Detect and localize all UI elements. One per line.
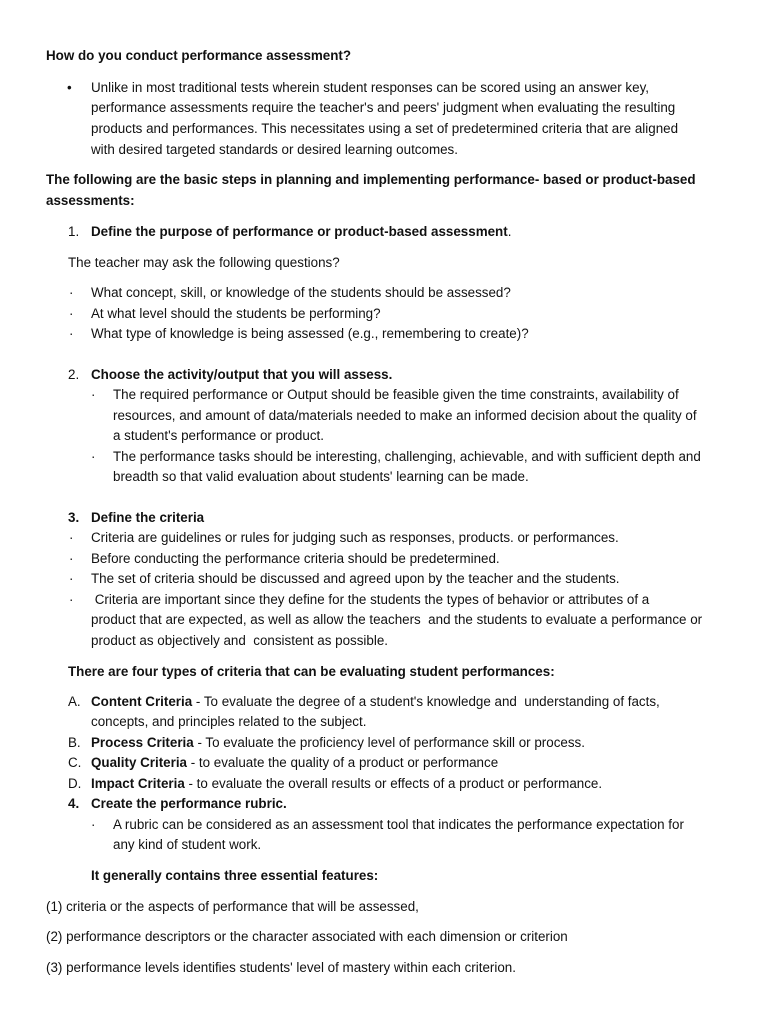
step2-bullet1-line-3: a student's performance or product. [113, 428, 324, 443]
criteria-letter: B. [68, 735, 81, 750]
step1-lead: The teacher may ask the following questions? [68, 255, 340, 270]
small-bullet: · [91, 387, 96, 402]
step-number: 4. [68, 796, 80, 811]
criteria-desc: - to evaluate the quality of a product or performance [187, 755, 499, 770]
criteria-types-heading: There are four types of criteria that can be evaluating student performances: [68, 664, 555, 679]
small-bullet: · [69, 530, 74, 545]
criteria-desc: - to evaluate the overall results or effects of a product or performance. [184, 776, 603, 791]
step2-bullet2-line-2: breadth so that valid evaluation about students' learning can be made. [113, 469, 529, 484]
step1-question-1: What concept, skill, or knowledge of the students should be assessed? [91, 285, 511, 300]
small-bullet: · [69, 551, 74, 566]
step3-item-3: The set of criteria should be discussed and agreed upon by the teacher and the students. [91, 571, 620, 586]
step2-bullet1-line-2: resources, and amount of data/materials needed to make an informed decision about the quality of [113, 408, 697, 423]
criteria-item-process [91, 733, 585, 754]
small-bullet: · [69, 592, 74, 607]
step3-item-4-line-2: product that are expected, as well as allow the teachers and the students to evaluate a performance or [91, 612, 703, 627]
step-number: 3. [68, 510, 80, 525]
small-bullet: · [91, 817, 96, 832]
step3-item-1: Criteria are guidelines or rules for judging such as responses, products. or performances. [91, 530, 619, 545]
criteria-letter: D. [68, 776, 82, 791]
feature-2: (2) performance descriptors or the character associated with each dimension or criterion [46, 929, 568, 944]
step3-item-4-line-1: Criteria are important since they define for the students the types of behavior or attributes of a [91, 592, 650, 607]
features-heading: It generally contains three essential features: [91, 868, 379, 883]
bullet-marker: • [67, 80, 72, 95]
criteria-letter: C. [68, 755, 82, 770]
steps-heading-line-1: The following are the basic steps in planning and implementing performance- based or product-based [46, 172, 696, 187]
criteria-item-quality [91, 753, 498, 774]
document-title: How do you conduct performance assessment? [46, 48, 352, 63]
criteria-name: Content Criteria [91, 694, 193, 709]
step3-item-2: Before conducting the performance criteria should be predetermined. [91, 551, 500, 566]
intro-line-2: performance assessments require the teacher's and peers' judgment when evaluating the resulting [91, 100, 676, 115]
steps-heading-line-2: assessments: [46, 193, 135, 208]
step3-title: Define the criteria [91, 510, 205, 525]
intro-line-1: Unlike in most traditional tests wherein student responses can be scored using an answer key, [91, 80, 649, 95]
criteria-name: Quality Criteria [91, 755, 187, 770]
criteria-name: Impact Criteria [91, 776, 185, 791]
criteria-item-impact [91, 774, 602, 795]
step-number: 2. [68, 367, 80, 382]
feature-1: (1) criteria or the aspects of performance that will be assessed, [46, 899, 419, 914]
small-bullet: · [69, 306, 74, 321]
criteria-desc-continued: concepts, and principles related to the subject. [91, 714, 367, 729]
step1-question-3: What type of knowledge is being assessed (e.g., remembering to create)? [91, 326, 529, 341]
step-number: 1. [68, 224, 80, 239]
feature-3: (3) performance levels identifies students' level of mastery within each criterion. [46, 960, 516, 975]
small-bullet: · [69, 326, 74, 341]
step1-title-suffix: . [507, 224, 512, 239]
intro-line-3: products and performances. This necessitates using a set of predetermined criteria that are aligned [91, 121, 679, 136]
criteria-item-content [91, 692, 660, 713]
step3-item-4-line-3: product as objectively and consistent as possible. [91, 633, 388, 648]
step1-title-row [91, 222, 511, 243]
criteria-name: Process Criteria [91, 735, 194, 750]
small-bullet: · [69, 285, 74, 300]
small-bullet: · [69, 571, 74, 586]
step2-title: Choose the activity/output that you will assess. [91, 367, 393, 382]
step2-bullet1-line-1: The required performance or Output should be feasible given the time constraints, availability of [113, 387, 679, 402]
step1-question-2: At what level should the students be performing? [91, 306, 381, 321]
criteria-desc: - To evaluate the proficiency level of performance skill or process. [193, 735, 585, 750]
step4-bullet-line-2: any kind of student work. [113, 837, 262, 852]
criteria-letter: A. [68, 694, 81, 709]
step4-bullet-line-1: A rubric can be considered as an assessment tool that indicates the performance expectation for [113, 817, 684, 832]
intro-line-4: with desired targeted standards or desired learning outcomes. [91, 142, 458, 157]
small-bullet: · [91, 449, 96, 464]
step2-bullet2-line-1: The performance tasks should be interesting, challenging, achievable, and with sufficient depth and [113, 449, 701, 464]
step1-title: Define the purpose of performance or product-based assessment [91, 224, 508, 239]
criteria-desc: - To evaluate the degree of a student's knowledge and understanding of facts, [192, 694, 660, 709]
step4-title: Create the performance rubric. [91, 796, 287, 811]
